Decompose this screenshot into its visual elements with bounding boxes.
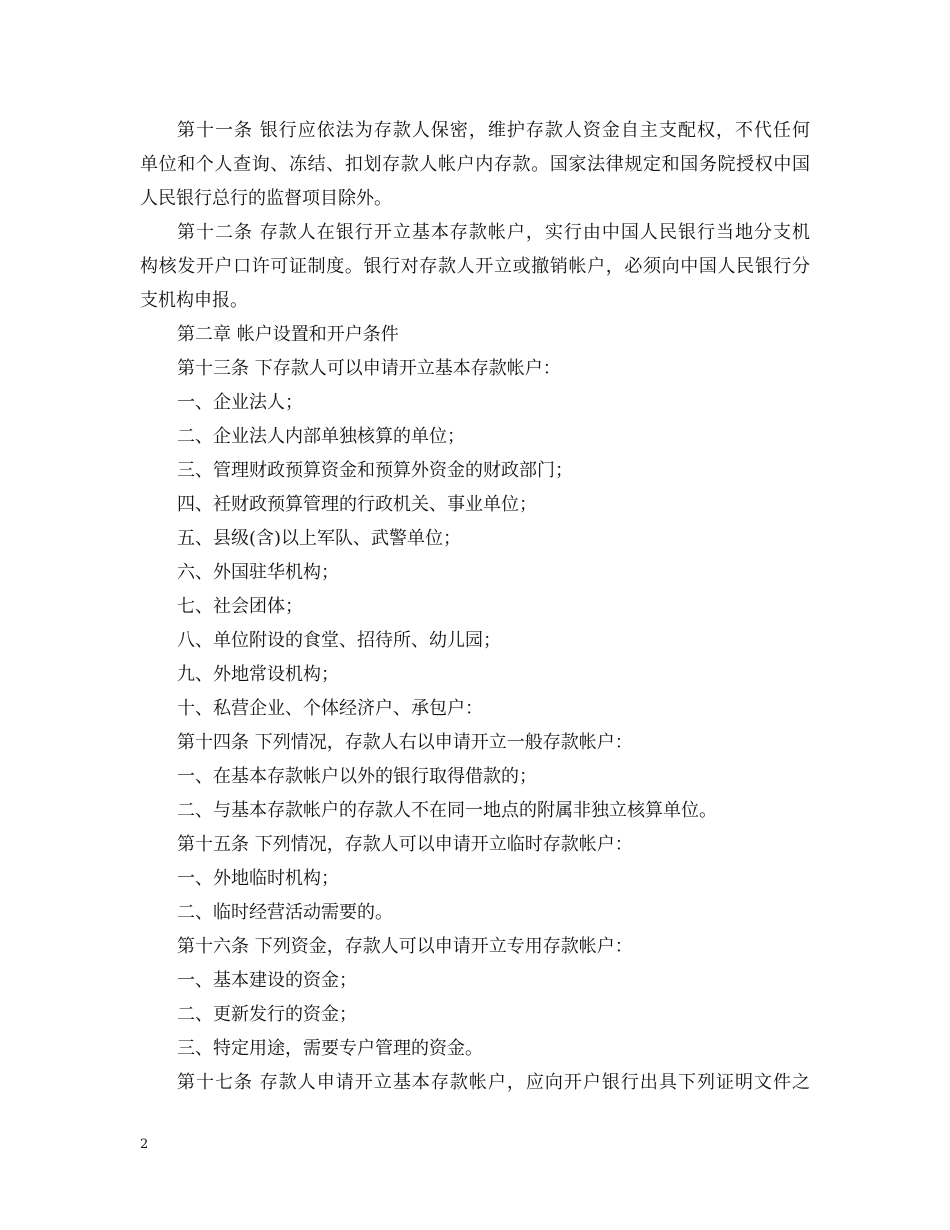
list-item: 七、社会团体；: [177, 596, 303, 617]
page-number: 2: [140, 1137, 149, 1152]
list-item: 八、单位附设的食堂、招待所、幼儿园；: [177, 630, 501, 651]
list-item: 三、管理财政预算资金和预算外资金的财政部门；: [177, 460, 573, 481]
article-15-heading: 第十五条 下列情况，存款人可以申请开立临时存款帐户：: [177, 834, 633, 855]
article-11-line-1: 第十一条 银行应依法为存款人保密，维护存款人资金自主支配权，不代任何: [177, 120, 810, 141]
article-12-line-3: 支机构申报。: [140, 290, 248, 311]
document-body: [140, 114, 810, 1100]
list-item: 二、更新发行的资金；: [177, 1004, 357, 1025]
list-item: 一、企业法人；: [177, 392, 303, 413]
list-item: 三、特定用途，需要专户管理的资金。: [177, 1038, 483, 1059]
article-11-line-3: 人民银行总行的监督项目除外。: [140, 188, 392, 209]
list-item: 二、企业法人内部单独核算的单位；: [177, 426, 465, 447]
list-item: 六、外国驻华机构；: [177, 562, 339, 583]
article-17-line-1: 第十七条 存款人申请开立基本存款帐户，应向开户银行出具下列证明文件之: [177, 1072, 810, 1093]
list-item: 一、外地临时机构；: [177, 868, 339, 889]
article-16-heading: 第十六条 下列资金，存款人可以申请开立专用存款帐户：: [177, 936, 633, 957]
list-item: 一、基本建设的资金；: [177, 970, 357, 991]
article-11-line-2: 单位和个人查询、冻结、扣划存款人帐户内存款。国家法律规定和国务院授权中国: [140, 154, 810, 175]
chapter-2-heading: 第二章 帐户设置和开户条件: [177, 324, 399, 345]
list-item: 二、与基本存款帐户的存款人不在同一地点的附属非独立核算单位。: [177, 800, 717, 821]
list-item: 二、临时经营活动需要的。: [177, 902, 393, 923]
list-item: 九、外地常设机构；: [177, 664, 339, 685]
list-item: 十、私营企业、个体经济户、承包户：: [177, 698, 483, 719]
article-12-line-1: 第十二条 存款人在银行开立基本存款帐户，实行由中国人民银行当地分支机: [177, 222, 810, 243]
article-13-heading: 第十三条 下存款人可以申请开立基本存款帐户：: [177, 358, 561, 379]
list-item: 五、县级(含)以上军队、武警单位；: [177, 528, 462, 549]
list-item: 一、在基本存款帐户以外的银行取得借款的；: [177, 766, 537, 787]
list-item: 四、衽财政预算管理的行政机关、事业单位；: [177, 494, 537, 515]
article-14-heading: 第十四条 下列情况，存款人右以申请开立一般存款帐户：: [177, 732, 633, 753]
article-12-line-2: 构核发开户口许可证制度。银行对存款人开立或撤销帐户，必须向中国人民银行分: [140, 256, 810, 277]
